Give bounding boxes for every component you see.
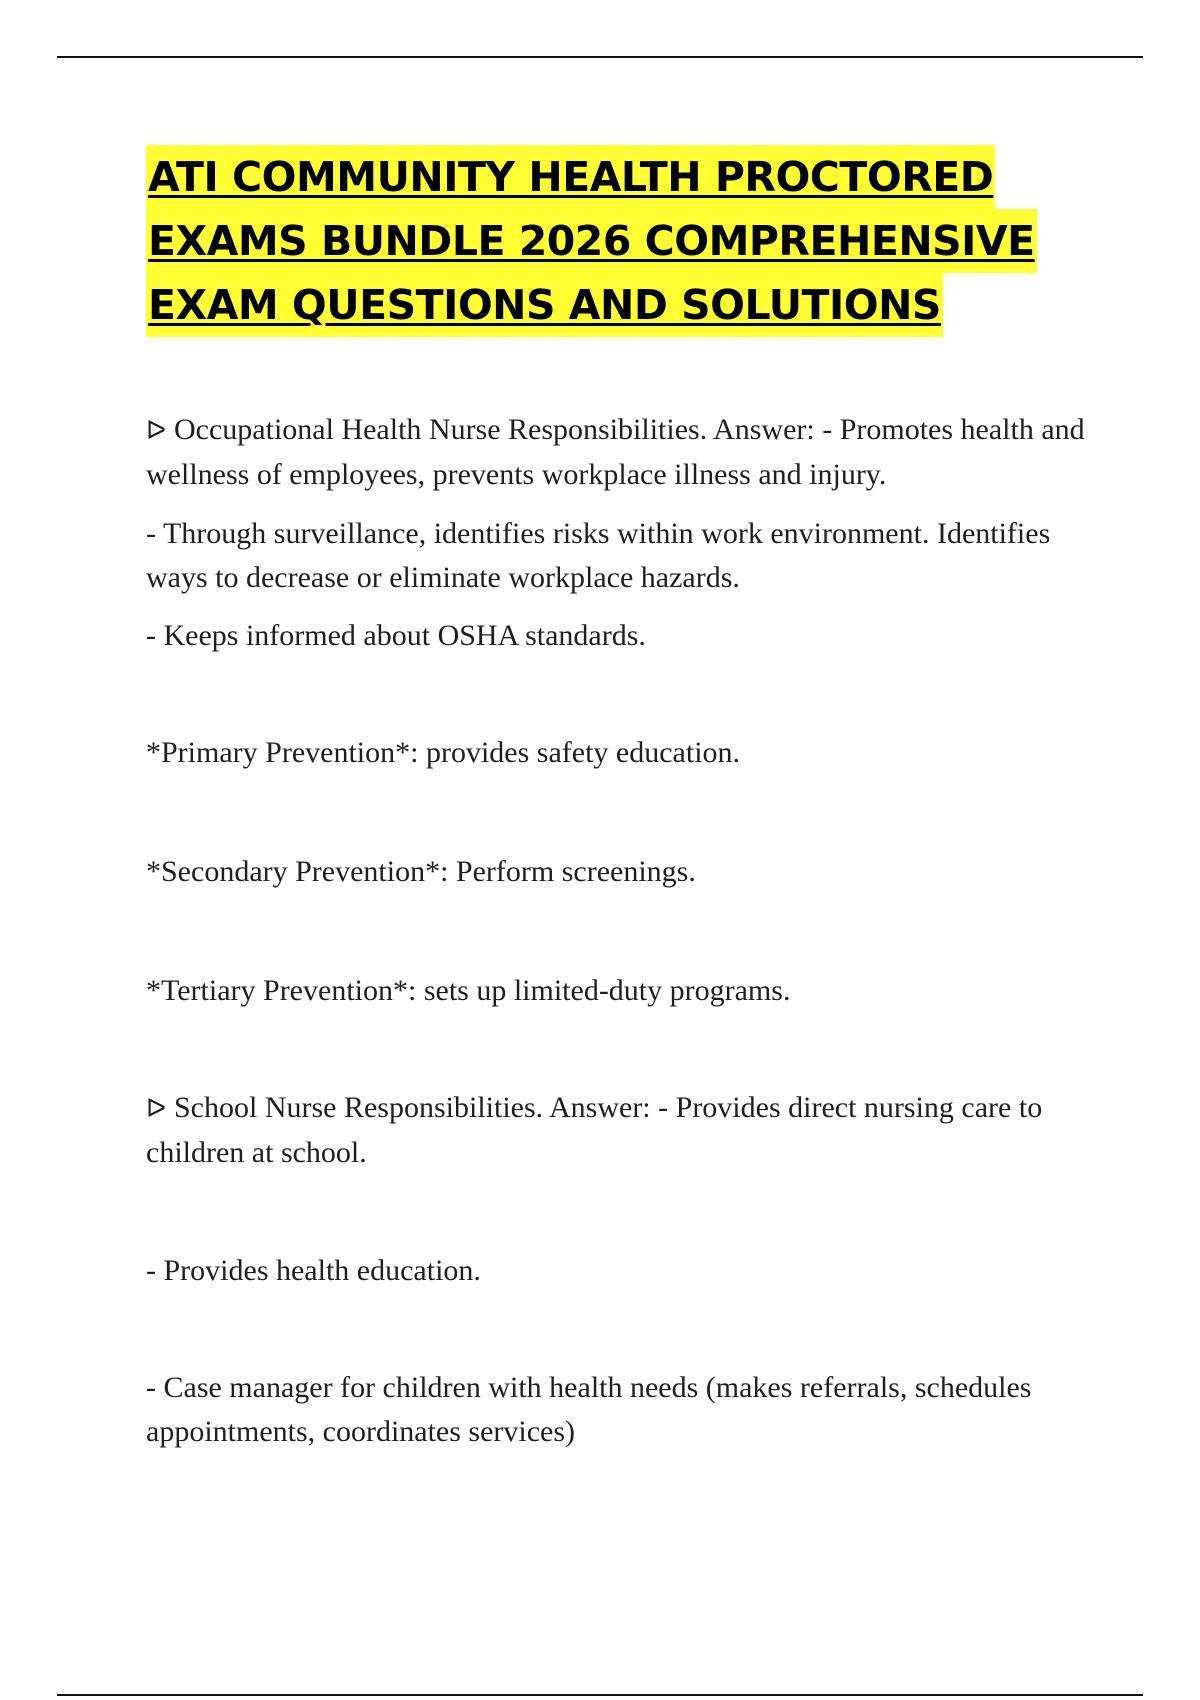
arrow-icon: ᐅ [146, 1094, 166, 1123]
question-occupational-health [146, 408, 1096, 497]
title-line-1: ATI COMMUNITY HEALTH PROCTORED [146, 145, 995, 209]
answer-bullet-surveillance: - Through surveillance, identifies risks within work environment. Identifies ways to decrease or eliminate workplace hazards. [146, 517, 1051, 594]
title-line-3: EXAM QUESTIONS AND SOLUTIONS [146, 273, 943, 337]
document-title [146, 145, 1086, 337]
bottom-rule [57, 1694, 1143, 1696]
question-text: School Nurse Responsibilities. Answer: - Provides direct nursing care to children at school. [146, 1091, 1043, 1169]
answer-bullet-osha: - Keeps informed about OSHA standards. [146, 619, 646, 652]
question-school-nurse [146, 1086, 1096, 1175]
title-line-2: EXAMS BUNDLE 2026 COMPREHENSIVE [146, 209, 1037, 273]
tertiary-prevention: *Tertiary Prevention*: sets up limited-duty programs. [146, 974, 791, 1007]
answer-bullet-health-education: - Provides health education. [146, 1254, 481, 1287]
top-rule [57, 56, 1143, 58]
answer-bullet-case-manager: - Case manager for children with health needs (makes referrals, schedules appointments, coordinates services) [146, 1371, 1032, 1448]
secondary-prevention: *Secondary Prevention*: Perform screenings. [146, 855, 696, 888]
arrow-icon: ᐅ [146, 416, 166, 445]
question-text: Occupational Health Nurse Responsibilities. Answer: - Promotes health and wellness of employees, prevents workplace illness and injury. [146, 413, 1085, 491]
primary-prevention: *Primary Prevention*: provides safety education. [146, 736, 741, 769]
